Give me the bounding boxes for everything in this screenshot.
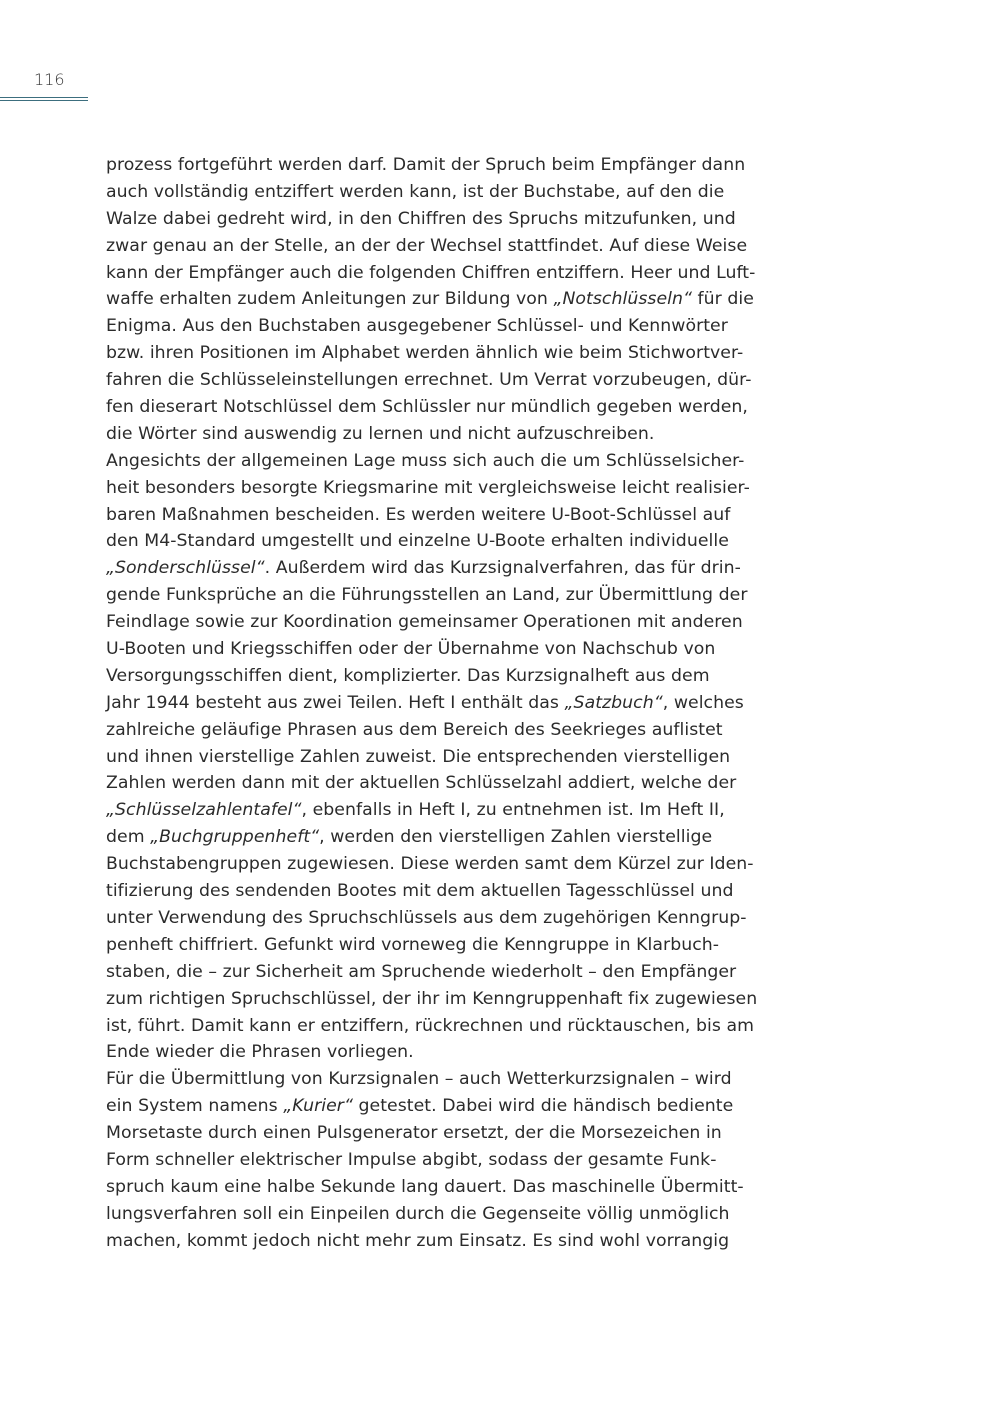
text-segment: prozess fortgeführt werden darf. Damit der Spruch beim Empfänger dann — [106, 155, 746, 175]
text-segment: Enigma. Aus den Buchstaben ausgegebener Schlüssel- und Kennwörter — [106, 316, 728, 337]
text-segment: Morsetaste durch einen Pulsgenerator ersetzt, der die Morsezeichen in — [106, 1123, 722, 1144]
text-line — [106, 313, 766, 340]
text-line — [106, 744, 766, 771]
text-line — [106, 905, 766, 932]
text-segment: fahren die Schlüsseleinstellungen errechnet. Um Verrat vorzubeugen, dür- — [106, 370, 752, 391]
italic-term: „Sonderschlüssel“ — [106, 558, 265, 579]
text-segment: auch vollständig entziffert werden kann, ist der Buchstabe, auf den die — [106, 181, 725, 202]
text-line — [106, 797, 766, 824]
text-segment: Walze dabei gedreht wird, in den Chiffren des Spruchs mitzufunken, und — [106, 208, 736, 229]
text-line — [106, 1174, 766, 1201]
text-line — [106, 394, 766, 421]
text-line — [106, 878, 766, 905]
italic-term: „Kurier“ — [283, 1096, 353, 1117]
text-segment: Jahr 1944 besteht aus zwei Teilen. Heft I enthält das — [106, 692, 565, 713]
text-segment: heit besonders besorgte Kriegsmarine mit vergleichsweise leicht realisier- — [106, 477, 750, 498]
text-line — [106, 1201, 766, 1228]
text-line — [106, 1013, 766, 1040]
text-line — [106, 582, 766, 609]
text-line — [106, 1066, 766, 1093]
text-line — [106, 367, 766, 394]
text-line — [106, 1147, 766, 1174]
text-segment: bzw. ihren Positionen im Alphabet werden ähnlich wie beim Stichwortver- — [106, 343, 744, 364]
text-segment: Angesichts der allgemeinen Lage muss sich auch die um Schlüsselsicher- — [106, 450, 745, 471]
text-line — [106, 986, 766, 1013]
text-segment: für die — [692, 289, 754, 310]
text-segment: , welches — [662, 692, 744, 713]
text-segment: U-Booten und Kriegsschiffen oder der Übernahme von Nachschub von — [106, 639, 716, 660]
text-segment: dem — [106, 827, 151, 848]
text-segment: baren Maßnahmen bescheiden. Es werden weitere U-Boot-Schlüssel auf — [106, 504, 731, 525]
text-segment: , werden den vierstelligen Zahlen vierstellige — [319, 827, 713, 848]
header-rule — [0, 97, 88, 98]
text-line — [106, 770, 766, 797]
italic-term: „Buchgruppenheft“ — [150, 827, 320, 848]
text-segment: die Wörter sind auswendig zu lernen und nicht aufzuschreiben. — [106, 423, 655, 444]
text-segment: zahlreiche geläufige Phrasen aus dem Bereich des Seekrieges auflistet — [106, 719, 723, 740]
text-line — [106, 475, 766, 502]
text-segment: Feindlage sowie zur Koordination gemeinsamer Operationen mit anderen — [106, 612, 743, 633]
text-line — [106, 528, 766, 555]
text-line — [106, 340, 766, 367]
italic-term: „Satzbuch“ — [564, 692, 663, 713]
text-line — [106, 851, 766, 878]
text-line — [106, 690, 766, 717]
italic-term: „Notschlüsseln“ — [553, 289, 692, 310]
text-segment: Form schneller elektrischer Impulse abgibt, sodass der gesamte Funk- — [106, 1149, 717, 1170]
text-segment: ist, führt. Damit kann er entziffern, rückrechnen und rücktauschen, bis am — [106, 1015, 754, 1036]
text-line — [106, 1228, 766, 1255]
text-segment: ein System namens — [106, 1096, 284, 1117]
text-line — [106, 206, 766, 233]
text-line — [106, 932, 766, 959]
text-line — [106, 1120, 766, 1147]
text-segment: lungsverfahren soll ein Einpeilen durch die Gegenseite völlig unmöglich — [106, 1203, 730, 1224]
text-segment: den M4-Standard umgestellt und einzelne U-Boote erhalten individuelle — [106, 531, 729, 552]
text-segment: staben, die – zur Sicherheit am Spruchende wiederholt – den Empfänger — [106, 961, 737, 982]
text-line — [106, 555, 766, 582]
text-line — [106, 717, 766, 744]
text-line — [106, 959, 766, 986]
text-segment: penheft chiffriert. Gefunkt wird vorneweg die Kenngruppe in Klarbuch- — [106, 934, 720, 955]
page-number: 116 — [34, 70, 65, 89]
text-segment: unter Verwendung des Spruchschlüssels aus dem zugehörigen Kenngrup- — [106, 907, 747, 928]
text-line — [106, 1093, 766, 1120]
text-segment: . Außerdem wird das Kurzsignalverfahren, das für drin- — [264, 558, 741, 579]
text-segment: zwar genau an der Stelle, an der der Wechsel stattfindet. Auf diese Weise — [106, 235, 748, 256]
text-line — [106, 286, 766, 313]
text-line — [106, 609, 766, 636]
text-segment: tifizierung des sendenden Bootes mit dem aktuellen Tagesschlüssel und — [106, 881, 734, 902]
text-segment: machen, kommt jedoch nicht mehr zum Einsatz. Es sind wohl vorrangig — [106, 1230, 730, 1251]
text-segment: Versorgungsschiffen dient, komplizierter. Das Kurzsignalheft aus dem — [106, 665, 710, 686]
text-segment: fen dieserart Notschlüssel dem Schlüssler nur mündlich gegeben werden, — [106, 397, 748, 418]
text-segment: spruch kaum eine halbe Sekunde lang dauert. Das maschinelle Übermitt- — [106, 1176, 744, 1197]
body-text — [106, 152, 766, 1255]
text-segment: , ebenfalls in Heft I, zu entnehmen ist. Im Heft II, — [301, 800, 725, 821]
text-segment: Zahlen werden dann mit der aktuellen Schlüsselzahl addiert, welche der — [106, 773, 737, 794]
text-line — [106, 179, 766, 206]
text-line — [106, 260, 766, 287]
text-line — [106, 448, 766, 475]
text-segment: Für die Übermittlung von Kurzsignalen – auch Wetterkurzsignalen – wird — [106, 1069, 732, 1090]
text-line — [106, 152, 766, 179]
text-segment: gende Funksprüche an die Führungsstellen an Land, zur Übermittlung der — [106, 585, 748, 606]
text-segment: und ihnen vierstellige Zahlen zuweist. Die entsprechenden vierstelligen — [106, 746, 731, 767]
text-segment: waffe erhalten zudem Anleitungen zur Bildung von — [106, 289, 554, 310]
text-segment: Buchstabengruppen zugewiesen. Diese werden samt dem Kürzel zur Iden- — [106, 854, 754, 875]
header-rule — [0, 100, 88, 101]
text-line — [106, 421, 766, 448]
text-line — [106, 502, 766, 529]
text-line — [106, 663, 766, 690]
text-segment: kann der Empfänger auch die folgenden Chiffren entziffern. Heer und Luft- — [106, 262, 756, 283]
text-segment: Ende wieder die Phrasen vorliegen. — [106, 1042, 414, 1063]
text-line — [106, 1039, 766, 1066]
text-line — [106, 824, 766, 851]
text-line — [106, 233, 766, 260]
text-segment: getestet. Dabei wird die händisch bediente — [352, 1096, 734, 1117]
italic-term: „Schlüsselzahlentafel“ — [106, 800, 302, 821]
text-segment: zum richtigen Spruchschlüssel, der ihr im Kenngruppenhaft fix zugewiesen — [106, 988, 758, 1009]
text-line — [106, 636, 766, 663]
